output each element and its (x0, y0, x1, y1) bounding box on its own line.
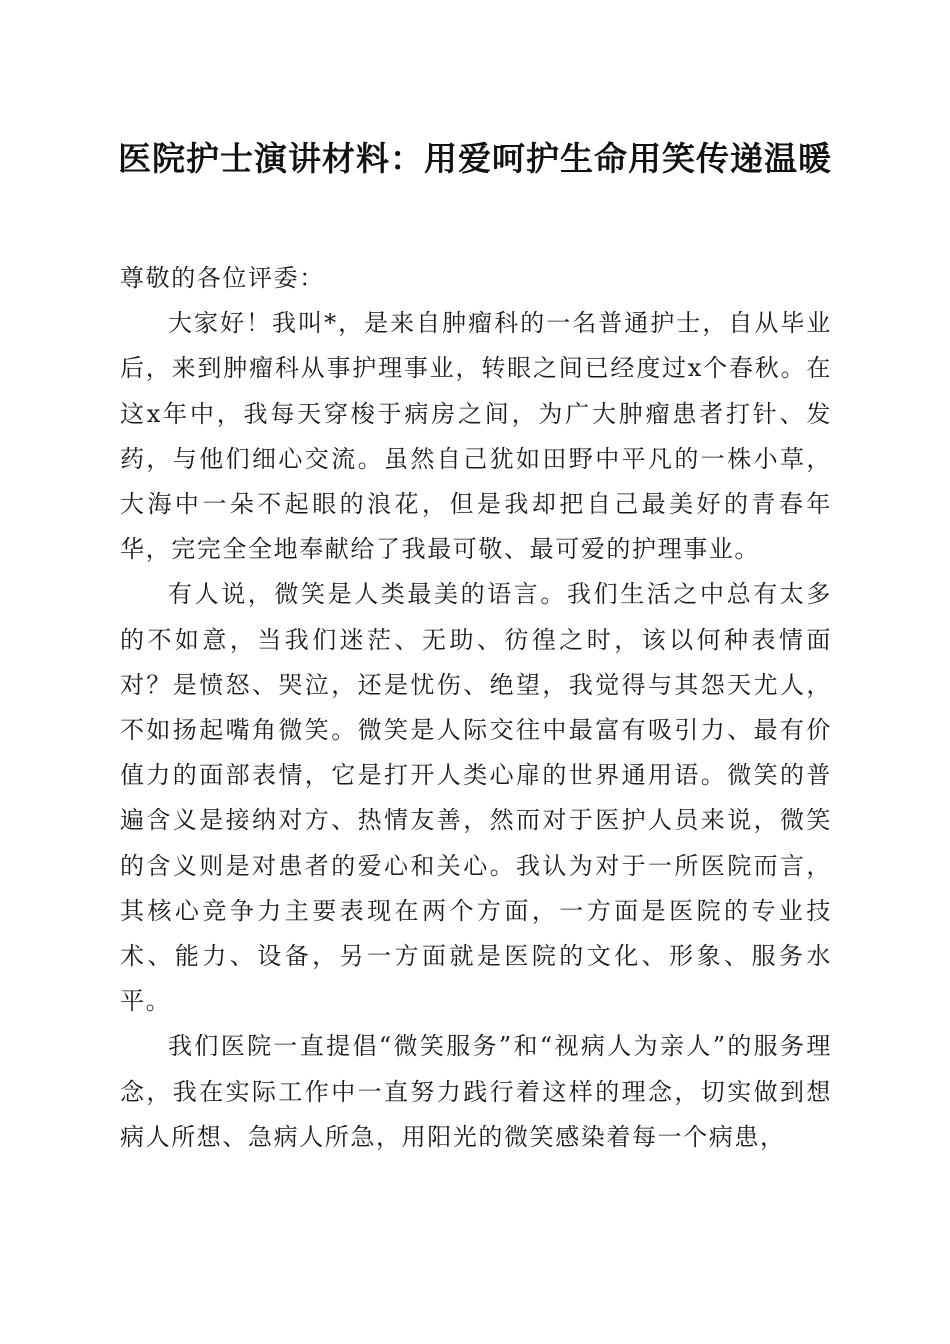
paragraph-1: 大家好！我叫*，是来自肿瘤科的一名普通护士，自从毕业后，来到肿瘤科从事护理事业，转眼之间已经度过x个春秋。在这x年中，我每天穿梭于病房之间，为广大肿瘤患者打针、发药，与他们细心交流。虽然自己犹如田野中平凡的一株小草，大海中一朵不起眼的浪花，但是我却把自己最美好的青春年华，完完全全地奉献给了我最可敬、最可爱的护理事业。 (120, 309, 832, 564)
document-title: 医院护士演讲材料：用爱呵护生命用笑传递温暖 (118, 139, 832, 178)
paragraph-3: 我们医院一直提倡“微笑服务”和“视病人为亲人”的服务理念，我在实际工作中一直努力践行着这样的理念，切实做到想病人所想、急病人所急，用阳光的微笑感染着每一个病患， (120, 1032, 832, 1151)
document-body (120, 256, 832, 1160)
paragraph-2: 有人说，微笑是人类最美的语言。我们生活之中总有太多的不如意，当我们迷茫、无助、彷徨之时，该以何种表情面对？是愤怒、哭泣，还是忧伤、绝望，我觉得与其怨天尤人，不如扬起嘴角微笑。微笑是人际交往中最富有吸引力、最有价值力的面部表情，它是打开人类心扉的世界通用语。微笑的普遍含义是接纳对方、热情友善，然而对于医护人员来说，微笑的含义则是对患者的爱心和关心。我认为对于一所医院而言，其核心竞争力主要表现在两个方面，一方面是医院的专业技术、能力、设备，另一方面就是医院的文化、形象、服务水平。 (120, 580, 832, 1016)
salutation: 尊敬的各位评委： (120, 264, 325, 292)
